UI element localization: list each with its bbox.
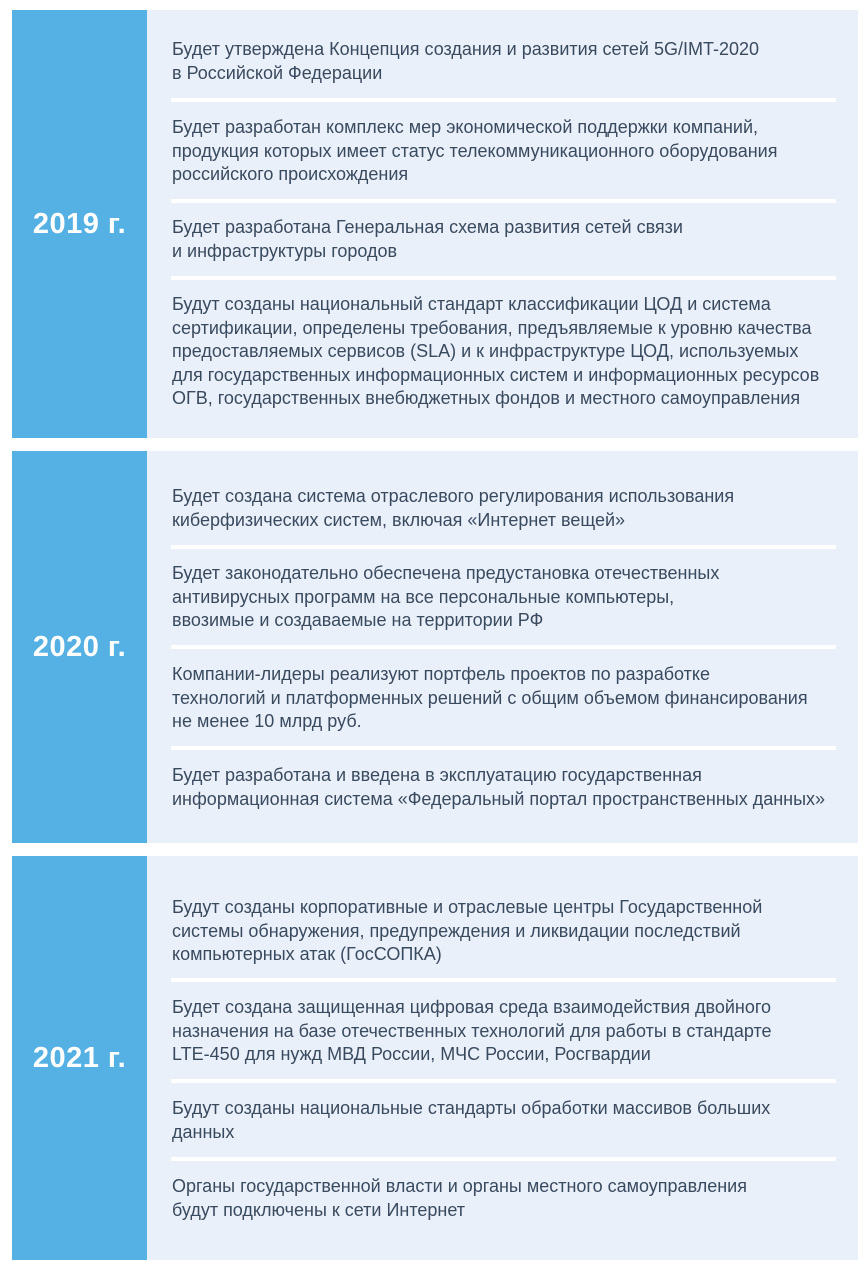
text-line: Будет законодательно обеспечена предустановка отечественных [172,563,720,583]
list-item [172,485,734,532]
text-line: ввозимые и создаваемые на территории РФ [172,610,544,630]
list-item [172,116,777,187]
text-line: компьютерных атак (ГосСОПКА) [172,944,442,964]
text-line: не менее 10 млрд руб. [172,711,362,731]
list-item [172,764,825,811]
divider [171,276,836,280]
text-line: системы обнаружения, предупреждения и ликвидации последствий [172,920,741,941]
year-cell [12,10,147,438]
text-line: Будет утверждена Концепция создания и развития сетей 5G/IMT-2020 [172,39,760,59]
text-line: Будет создана система отраслевого регулирования использования [172,486,735,506]
text-line: продукция которых имеет статус телекоммуникационного оборудования [172,140,778,161]
text-line: LTE-450 для нужд МВД России, МЧС России, Росгвардии [172,1044,651,1064]
list-item [172,562,719,633]
list-item [172,293,819,411]
divider [171,1079,836,1083]
text-line: Будут созданы национальный стандарт классификации ЦОД и система [172,294,771,314]
text-line: ОГВ, государственных внебюджетных фондов и местного самоуправления [172,388,801,408]
text-line: Будет разработан комплекс мер экономической поддержки компаний, [172,117,759,137]
text-line: назначения на базе отечественных технологий для работы в стандарте [172,1020,772,1041]
text-line: сертификации, определены требования, предъявляемые к уровню качества [172,317,812,338]
text-line: Будет разработана и введена в эксплуатацию государственная [172,765,702,785]
year-cell [12,451,147,843]
text-line: информационная система «Федеральный портал пространственных данных» [172,788,826,809]
text-line: киберфизических систем, включая «Интернет вещей» [172,509,626,530]
text-line: Будет создана защищенная цифровая среда взаимодействия двойного [172,997,772,1017]
text-line: и инфраструктуры городов [172,240,398,261]
list-item [172,996,772,1067]
text-line: будут подключены к сети Интернет [172,1199,466,1220]
text-line: Компании-лидеры реализуют портфель проектов по разработке [172,664,710,684]
text-line: данных [172,1121,235,1142]
divider [171,199,836,203]
divider [171,645,836,649]
list-item [172,1097,770,1144]
year-cell [12,856,147,1260]
text-line: для государственных информационных систем и информационных ресурсов [172,364,820,385]
divider [171,545,836,549]
text-line: в Российской Федерации [172,62,383,83]
text-line: предоставляемых сервисов (SLA) и к инфраструктуре ЦОД, используемых [172,341,799,361]
text-line: Будут созданы корпоративные и отраслевые центры Государственной [172,897,763,917]
text-line: антивирусных программ на все персональные компьютеры, [172,586,675,607]
text-line: Органы государственной власти и органы местного самоуправления [172,1176,747,1196]
text-line: технологий и платформенных решений с общим объемом финансирования [172,687,808,708]
text-line: Будут созданы национальные стандарты обработки массивов больших [172,1098,771,1118]
divider [171,978,836,982]
list-item [172,663,808,734]
divider [171,98,836,102]
year-label: 2019 г. [32,207,127,240]
list-item [172,896,762,967]
text-line: российского происхождения [172,164,409,184]
year-label: 2021 г. [32,1041,127,1074]
list-item [172,216,683,263]
text-line: Будет разработана Генеральная схема развития сетей связи [172,217,683,237]
list-item [172,1175,747,1222]
divider [171,1157,836,1161]
year-label: 2020 г. [32,630,127,663]
divider [171,746,836,750]
list-item [172,38,759,85]
